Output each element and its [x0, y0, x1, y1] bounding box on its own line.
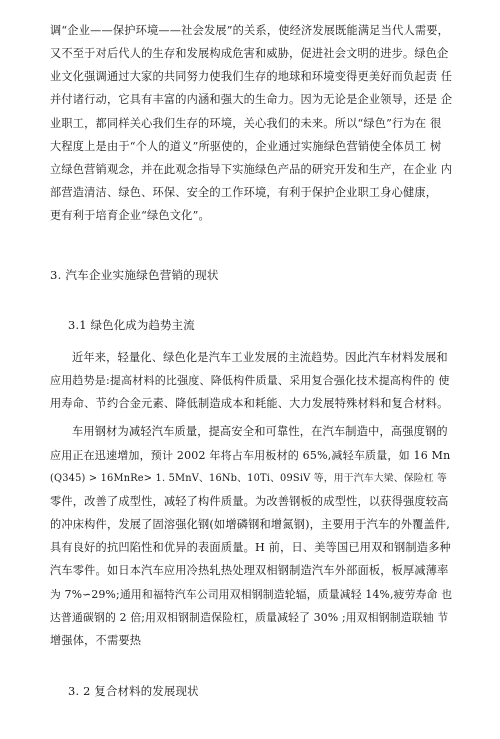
text-line: 立绿色营销观念，并在此观念指导下实施绿色产品的研究开发和生产，在企业 内	[50, 163, 453, 176]
text-line: 应用趋势是:提高材料的比强度、降低构件质量、采用复合强化技术提高构件的 使	[50, 374, 450, 387]
text-line: 汽车零件。如日本汽车应用冷热轧热处理双相钢制造汽车外部面板，板厚减薄率	[50, 564, 449, 577]
text-line: 更有利于培育企业“绿色文化”。	[50, 209, 210, 222]
text-line: 调“企业——保护环境——社会发展”的关系，使经济发展既能满足当代人需要，	[50, 24, 450, 37]
text-line: 达普通碳钢的 2 倍;用双相钢制造保险杠，质量减轻了 30% ;用双相钢制造联轴 节	[50, 611, 449, 624]
text-line: 部营造清洁、绿色、环保、安全的工作环境，有利于保护企业职工身心健康，	[50, 186, 438, 199]
subsection-heading: 3.1 绿色化成为趋势主流	[68, 318, 195, 332]
text-line: 近年来，轻量化、绿色化是汽车工业发展的主流趋势。因此汽车材料发展和	[72, 351, 448, 364]
section-heading: 3. 汽车企业实施绿色营销的现状	[50, 268, 219, 282]
text-line: 业职工，都同样关心我们生存的环境，关心我们的未来。所以“绿色”行为在 很	[50, 117, 442, 130]
text-line: 又不至于对后代人的生存和发展构成危害和威胁，促进社会文明的进步。绿色企	[50, 47, 449, 60]
text-line: 为 7%∽29%;通用和福特汽车公司用双相钢制造轮辐，质量减轻 14%,疲劳寿命 也	[50, 588, 453, 601]
text-line: 增强体，不需要热	[50, 634, 142, 647]
text-line: 业文化强调通过大家的共同努力使我们生存的地球和环境变得更美好而负起责 任	[50, 70, 453, 83]
text-line: 车用钢材为减轻汽车质量，提高安全和可靠性，在汽车制造中，高强度钢的	[72, 425, 448, 438]
text-line: 用寿命、节约合金元素、降低制造成本和耗能、大力发展特殊材料和复合材料。	[50, 397, 449, 410]
text-line: 零件，改善了成型性，减轻了构件质量。为改善钢板的成型性，以获得强度较高	[50, 495, 449, 508]
text-line: 应用正在迅速增加，预计 2002 年将占车用板材的 65%,减轻车质量，如 16 Mn	[50, 449, 451, 462]
text-line: 具有良好的抗凹陷性和优异的表面质量。H 前，日、美等国已用双和钢制造多种	[50, 541, 451, 554]
text-line: 的冲床构件，发展了固溶强化钢(如增磷钢和增氮钢)，主要用于汽车的外覆盖件,	[50, 518, 451, 531]
text-line: (Q345) > 16MnRe> 1. 5MnV、16Nb、10Ti、09SiV 等，用于汽车大梁、保险杠 等	[50, 473, 448, 484]
subsection-heading: 3. 2 复合材料的发展现状	[68, 684, 199, 698]
text-line: 并付诸行动，它具有丰富的内涵和强大的生命力。因为无论是企业领导，还是 企	[50, 93, 453, 106]
text-line: 大程度上是由于“个人的道义”所驱使的，企业通过实施绿色营销使全体员工 树	[50, 140, 442, 153]
